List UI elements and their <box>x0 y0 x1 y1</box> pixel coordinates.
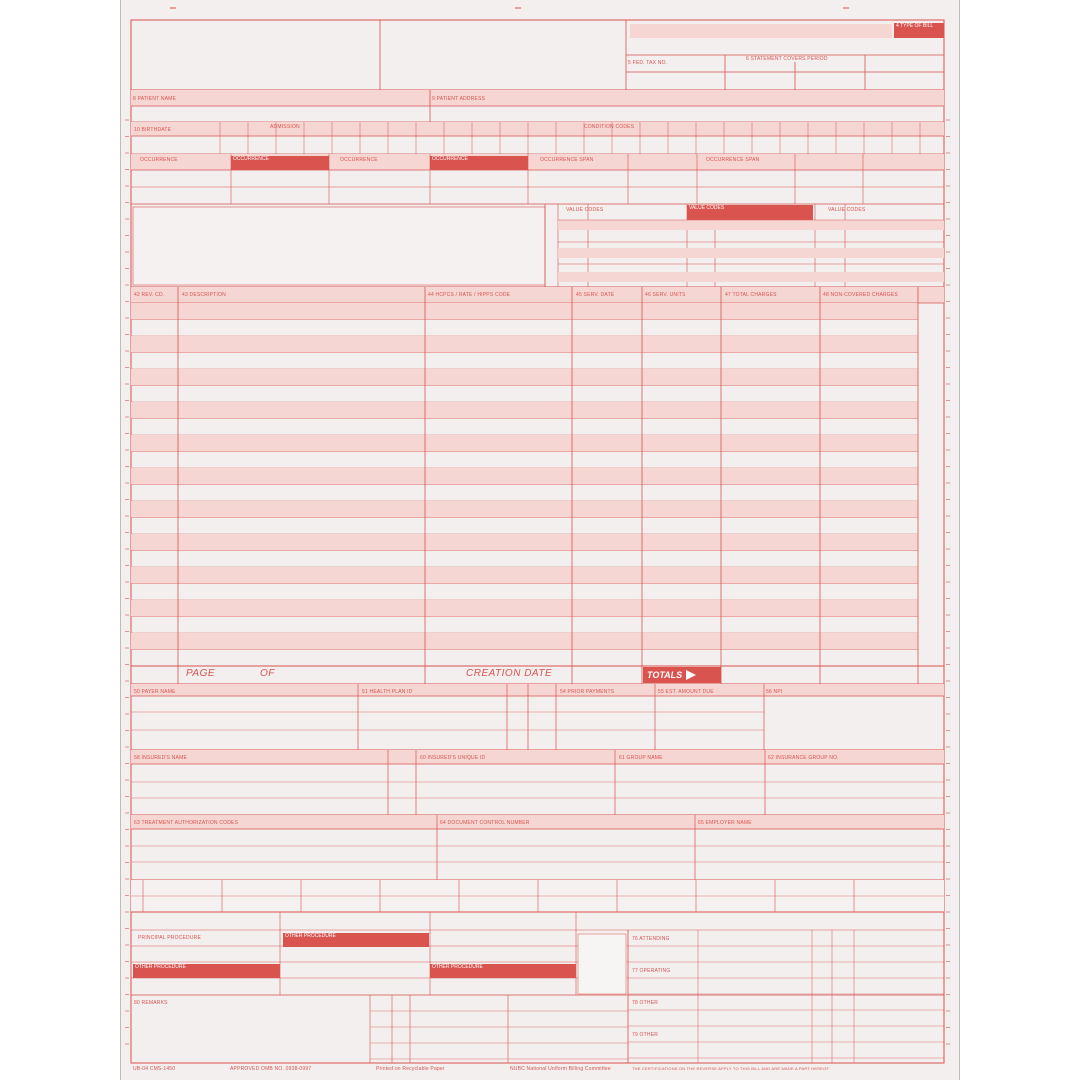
other-procedure-header-2: OTHER PROCEDURE <box>133 964 280 978</box>
payer-header-shade <box>131 684 944 696</box>
other1-label: 78 OTHER <box>632 1000 659 1006</box>
value-row-shade <box>558 272 944 282</box>
value-row-shade <box>558 220 944 230</box>
value-codes-label-1: VALUE CODES <box>566 207 604 213</box>
occurrence-label-3: OCCURRENCE <box>340 157 378 163</box>
serv-date-label: 45 SERV. DATE <box>576 292 615 298</box>
patient-address-label: 9 PATIENT ADDRESS <box>432 96 486 102</box>
service-line-shade <box>131 468 918 485</box>
health-plan-id-label: 51 HEALTH PLAN ID <box>362 689 413 695</box>
treatment-header-shade <box>131 815 944 829</box>
npi-label: 56 NPI <box>766 689 783 695</box>
service-line-shade <box>131 534 918 551</box>
occurrence-label-1: OCCURRENCE <box>140 157 178 163</box>
patient-name-label: 8 PATIENT NAME <box>133 96 177 102</box>
est-amount-due-label: 55 EST. AMOUNT DUE <box>658 689 714 695</box>
patient-name-shade <box>131 90 944 106</box>
admission-shade <box>131 122 944 136</box>
other-procedure-header-3: OTHER PROCEDURE <box>430 964 576 978</box>
approved-footer: APPROVED OMB NO. 0938-0997 <box>230 1066 312 1072</box>
occurrence-span-label-1: OCCURRENCE SPAN <box>540 157 594 163</box>
attending-label: 76 ATTENDING <box>632 936 670 942</box>
nubc-footer: NUBC National Uniform Billing Committee <box>510 1066 611 1072</box>
total-charges-label: 47 TOTAL CHARGES <box>725 292 777 298</box>
totals-label: TOTALS <box>647 670 683 680</box>
of-label: OF <box>260 668 275 679</box>
service-line-shade <box>131 435 918 452</box>
blank-procedure-box <box>578 934 626 994</box>
principal-procedure-label: PRINCIPAL PROCEDURE <box>138 935 201 941</box>
service-line-shade <box>131 633 918 650</box>
prior-payments-label: 54 PRIOR PAYMENTS <box>560 689 615 695</box>
page-label: PAGE <box>186 668 216 679</box>
service-line-shade <box>131 567 918 584</box>
fed-tax-label: 5 FED. TAX NO. <box>628 60 668 66</box>
occurrence-header-2: OCCURRENCE <box>231 156 329 170</box>
service-line-shade <box>131 600 918 617</box>
service-line-shade <box>131 501 918 518</box>
document-control-label: 64 DOCUMENT CONTROL NUMBER <box>440 820 530 826</box>
condition-codes-label: CONDITION CODES <box>584 124 635 130</box>
creation-date-label: CREATION DATE <box>466 668 553 679</box>
service-line-shade <box>131 303 918 320</box>
certification-footer: THE CERTIFICATIONS ON THE REVERSE APPLY TO THIS BILL AND ARE MADE A PART HEREOF. <box>632 1066 830 1071</box>
occurrence-span-label-2: OCCURRENCE SPAN <box>706 157 760 163</box>
statement-period-label: 6 STATEMENT COVERS PERIOD <box>746 56 828 62</box>
field-39-box <box>133 207 545 285</box>
service-line-shade <box>131 369 918 386</box>
other-procedure-header-1: OTHER PROCEDURE <box>283 933 429 947</box>
other2-label: 79 OTHER <box>632 1032 659 1038</box>
remarks-label: 80 REMARKS <box>134 1000 168 1006</box>
service-line-shade <box>131 336 918 353</box>
insured-id-label: 60 INSURED'S UNIQUE ID <box>420 755 486 761</box>
treatment-auth-label: 63 TREATMENT AUTHORIZATION CODES <box>134 820 239 826</box>
value-codes-header-2: VALUE CODES <box>687 205 813 220</box>
service-line-shade <box>131 402 918 419</box>
value-codes-label-3: VALUE CODES <box>828 207 866 213</box>
insured-name-label: 58 INSURED'S NAME <box>134 755 187 761</box>
operating-label: 77 OPERATING <box>632 968 671 974</box>
recycled-footer: Printed on Recyclable Paper <box>376 1066 445 1072</box>
insurance-group-no-label: 62 INSURANCE GROUP NO. <box>768 755 839 761</box>
rev-cd-label: 42 REV. CD. <box>134 292 165 298</box>
non-covered-label: 48 NON-COVERED CHARGES <box>823 292 898 298</box>
value-row-shade <box>558 248 944 258</box>
serv-units-label: 46 SERV. UNITS <box>645 292 686 298</box>
admission-label: ADMISSION <box>270 124 300 130</box>
arrow-right-icon <box>686 670 696 680</box>
description-label: 43 DESCRIPTION <box>182 292 226 298</box>
hcpcs-label: 44 HCPCS / RATE / HIPPS CODE <box>428 292 511 298</box>
occurrence-header-4: OCCURRENCE <box>430 156 528 170</box>
birthdate-label: 10 BIRTHDATE <box>134 127 172 133</box>
employer-name-label: 65 EMPLOYER NAME <box>698 820 752 826</box>
form-id-footer: UB-04 CMS-1450 <box>133 1066 176 1072</box>
type-of-bill-header: 4 TYPE OF BILL <box>894 23 944 38</box>
totals-button <box>643 667 721 683</box>
payer-name-label: 50 PAYER NAME <box>134 689 176 695</box>
group-name-label: 61 GROUP NAME <box>619 755 663 761</box>
bill-id-shade <box>630 24 892 38</box>
